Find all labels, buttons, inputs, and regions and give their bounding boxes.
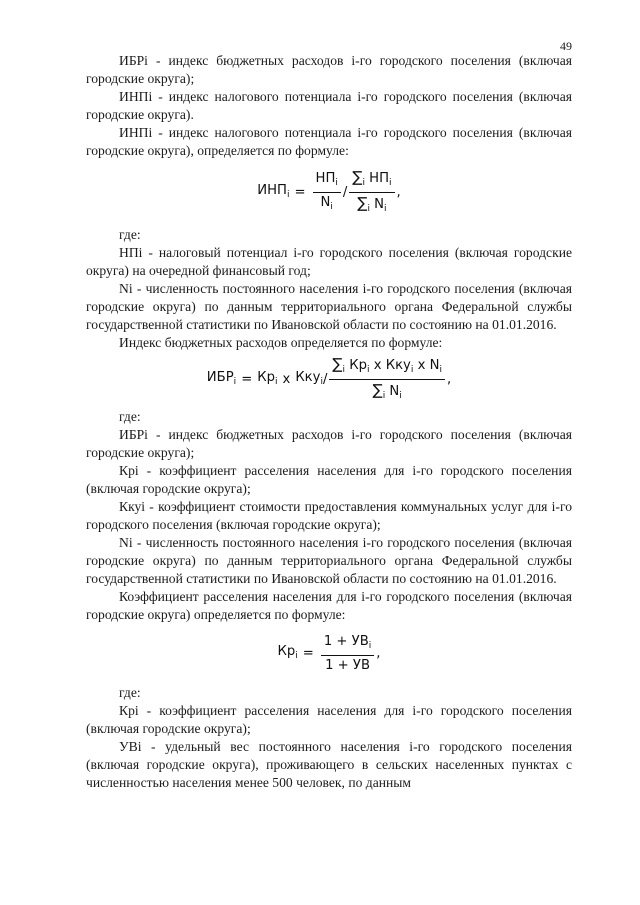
paragraph-inp-def: ИНПi - индекс налогового потенциала i-го городского поселения (включая городские округа). (86, 89, 572, 122)
paragraph-ibr-def-2: ИБРi - индекс бюджетных расходов i-го городского поселения (включая городские округа); (86, 427, 572, 460)
fraction-kr: $\frac{1 + УВ_i}{1 + УВ}$ (321, 634, 374, 674)
where-label: где: (119, 227, 141, 242)
formula-inp-lhs: $ИНП_i$ (257, 183, 290, 200)
paragraph-kr-def-2: Крi - коэффициент расселения населения для i-го городского поселения (включая городские округа); (86, 703, 572, 736)
where-label: где: (119, 685, 141, 700)
formula-kr: $Кр_i$ = $\frac{1 + УВ_i}{1 + УВ}$ , (277, 634, 381, 673)
page-number: 49 (560, 39, 572, 53)
paragraph-n-def-2: Ni - численность постоянного населения i-го городского поселения (включая городские округа) по данным территориального органа Федеральной службы государственной статистики по Ивановской области по состоянию на 01.01.2016. (86, 535, 572, 586)
paragraph-np-def: НПi - налоговый потенциал i-го городского поселения (включая городские округа) на очередной финансовый год; (86, 245, 572, 278)
paragraph-ibr-formula-intro: Индекс бюджетных расходов определяется по формуле: (119, 335, 443, 350)
fraction-ibr: $\frac{\sum_i Кр_i х Кку_i х N_i}{\sum_i N_i}$ (329, 356, 445, 404)
paragraph-inp-formula-intro: ИНПi - индекс налогового потенциала i-го городского поселения (включая городские округа), определяется по формуле: (86, 125, 572, 158)
formula-inp: $ИНП_i$ = $\frac{НП_i}{N_i}$ / $\frac{\sum_i НП_i}{\sum_i N_i}$ , (86, 160, 572, 226)
document-body (86, 52, 572, 792)
paragraph-ibr-def: ИБРi - индекс бюджетных расходов i-го городского поселения (включая городские округа); (86, 53, 572, 86)
paragraph-kku-def: Ккуi - коэффициент стоимости предоставления коммунальных услуг для i-го городского поселения (включая городские округа); (86, 499, 572, 532)
paragraph-kr-formula-intro: Коэффициент расселения населения для i-го городского поселения (включая городские округа) определяется по формуле: (86, 589, 572, 622)
where-label: где: (119, 409, 141, 424)
formula-ibr: $ИБР_i$ = $Кр_i$ х Кку$_i$ / $\frac{\sum_i Кр_i х Кку_i х N_i}{\sum_i N_i}$ , (86, 352, 572, 408)
equals-sign: = (294, 185, 306, 200)
fraction-sum-np-sum-n: $\frac{\sum_i НП_i}{\sum_i N_i}$ (349, 169, 394, 217)
division-slash: / (342, 185, 348, 200)
paragraph-n-def: Ni - численность постоянного населения i-го городского поселения (включая городские округа) по данным территориального органа Федеральной службы государственной статистики по Ивановской области по состоянию на 01.01.2016. (86, 281, 572, 332)
paragraph-kr-def: Крi - коэффициент расселения населения для i-го городского поселения (включая городские округа); (86, 463, 572, 496)
paragraph-uv-def: УВi - удельный вес постоянного населения i-го городского поселения (включая городские округа), проживающего в сельских населенных пунктах с численностью населения менее 500 человек, по данным (86, 739, 572, 790)
fraction-np-n: $\frac{НП_i}{N_i}$ (313, 171, 341, 215)
